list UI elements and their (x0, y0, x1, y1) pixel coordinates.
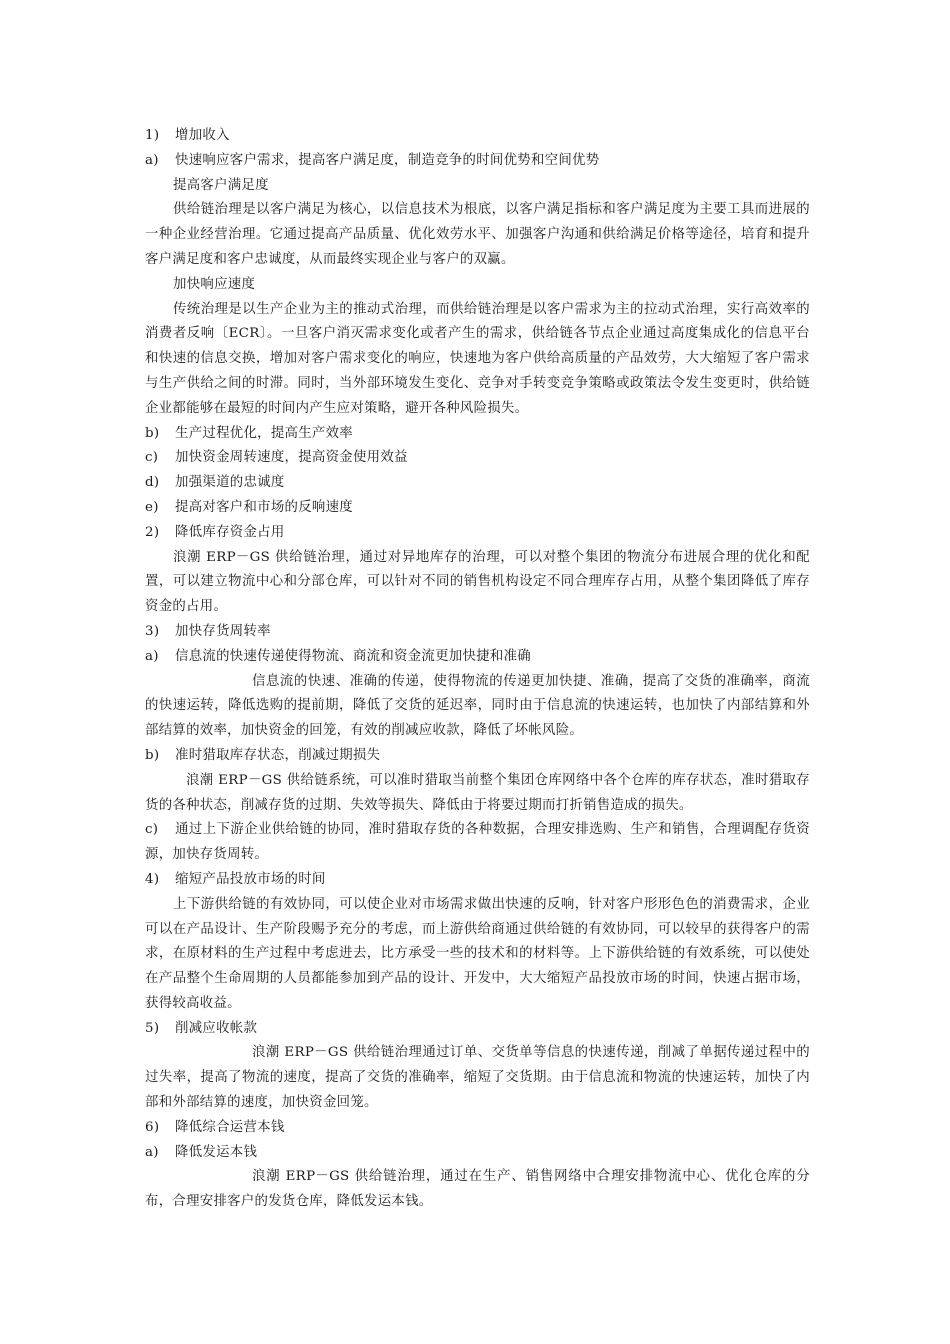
paragraph: 信息流的快速、准确的传递，使得物流的传递更加快捷、准确，提高了交货的准确率，商流的快速运转，降低选购的提前期，降低了交货的延迟率，同时由于信息流的快速运转，也加快了内部结算和外部结算的效率，加快资金的回笼，有效的削减应收款，降低了坏帐风险。 (145, 673, 810, 739)
item-text: 降低综合运营本钱 (175, 1119, 285, 1135)
list-item-a (145, 149, 810, 174)
list-item-a (145, 1141, 810, 1166)
item-number: c) (145, 822, 159, 838)
list-item-b (145, 744, 810, 769)
section-heading-1 (145, 124, 810, 149)
section-heading-5 (145, 1017, 810, 1042)
item-text: 降低库存资金占用 (175, 524, 285, 540)
item-text: 生产过程优化，提高生产效率 (175, 425, 353, 441)
item-number: 1) (145, 128, 160, 143)
paragraph: 上下游供给链的有效协同，可以使企业对市场需求做出快速的反响，针对客户形形色色的消费需求，企业可以在产品设计、生产阶段赐予充分的考虑，而上游供给商通过供给链的有效协同，可以较早的获得客户的需求，在原材料的生产过程中考虑进去，比方承受一些的技术和的材料等。上下游供给链的有效系统，可以使处在产品整个生命周期的人员都能参加到产品的设计、开发中，大大缩短产品投放市场的时间，快速占据市场，获得较高收益。 (145, 896, 810, 1011)
item-text: 信息流的快速传递使得物流、商流和资金流更加快捷和准确 (175, 648, 531, 664)
item-number: 6) (145, 1119, 160, 1135)
item-text: 加快存货周转率 (175, 623, 271, 639)
item-text: 提高对客户和市场的反响速度 (175, 499, 353, 515)
subheading: 提高客户满足度 (173, 177, 269, 193)
item-text: 增加收入 (175, 128, 230, 143)
item-number: 2) (145, 524, 160, 540)
item-number: d) (145, 475, 160, 491)
item-number: 4) (145, 871, 160, 887)
document-body (145, 124, 810, 1215)
item-number: 3) (145, 623, 160, 639)
item-number: c) (145, 450, 159, 466)
item-text: 通过上下游企业供给链的协同，准时猎取存货的各种数据，合理安排选购、生产和销售，合理调配存货资源，加快存货周转。 (145, 822, 810, 863)
item-text: 削减应收帐款 (175, 1020, 258, 1036)
paragraph: 浪潮 ERP－GS 供给链系统，可以准时猎取当前整个集团仓库网络中各个仓库的库存状态，准时猎取存货的各种状态，削减存货的过期、失效等损失、降低由于将要过期而打折销售造成的损失。 (145, 772, 810, 813)
section-heading-6 (145, 1116, 810, 1141)
item-number: a) (145, 1144, 159, 1160)
paragraph: 浪潮 ERP－GS 供给链治理通过订单、交货单等信息的快速传递，削减了单据传递过程中的过失率，提高了物流的速度，提高了交货的准确率，缩短了交货期。由于信息流和物流的快速运转，加快了内部和外部结算的速度，加快资金回笼。 (145, 1045, 810, 1111)
section-heading-3 (145, 620, 810, 645)
paragraph: 浪潮 ERP－GS 供给链治理，通过对异地库存的治理，可以对整个集团的物流分布进展合理的优化和配置，可以建立物流中心和分部仓库，可以针对不同的销售机构设定不同合理库存占用，从整个集团降低了库存资金的占用。 (145, 549, 810, 615)
list-item-d (145, 471, 810, 496)
paragraph: 供给链治理是以客户满足为核心，以信息技术为根底，以客户满足指标和客户满足度为主要工具而进展的一种企业经营治理。它通过提高产品质量、优化效劳水平、加强客户沟通和供给满足价格等途径，培育和提升客户满足度和客户忠诚度，从而最终实现企业与客户的双赢。 (145, 202, 810, 267)
list-item-b (145, 422, 810, 447)
item-text: 加强渠道的忠诚度 (175, 475, 285, 491)
list-item-a (145, 645, 810, 670)
paragraph: 浪潮 ERP－GS 供给链治理，通过在生产、销售网络中合理安排物流中心、优化仓库的分布，合理安排客户的发货仓库，降低发运本钱。 (145, 1169, 810, 1210)
item-text: 快速响应客户需求，提高客户满足度，制造竞争的时间优势和空间优势 (175, 152, 600, 168)
section-heading-2 (145, 521, 810, 546)
section-heading-4 (145, 868, 810, 893)
item-text: 准时猎取库存状态，削减过期损失 (175, 747, 381, 763)
item-text: 加快资金周转速度，提高资金使用效益 (175, 450, 408, 466)
list-item-e (145, 496, 810, 521)
paragraph: 传统治理是以生产企业为主的推动式治理，而供给链治理是以客户需求为主的拉动式治理，实行高效率的消费者反响〔ECR〕。一旦客户消灭需求变化或者产生的需求，供给链各节点企业通过高度集成化的信息平台和快速的信息交换，增加对客户需求变化的响应，快速地为客户供给高质量的产品效劳，大大缩短了客户需求与生产供给之间的时滞。同时，当外部环境发生变化、竞争对手转变竞争策略或政策法令发生变更时，供给链企业都能够在最短的时间内产生应对策略，避开各种风险损失。 (145, 301, 810, 416)
list-item-c (145, 818, 810, 868)
subheading: 加快响应速度 (173, 276, 256, 292)
item-number: a) (145, 152, 159, 168)
item-number: 5) (145, 1020, 160, 1036)
item-number: b) (145, 425, 160, 441)
item-text: 降低发运本钱 (175, 1144, 258, 1160)
list-item-c (145, 446, 810, 471)
item-number: e) (145, 499, 159, 515)
item-text: 缩短产品投放市场的时间 (175, 871, 326, 887)
item-number: b) (145, 747, 160, 763)
item-number: a) (145, 648, 159, 664)
